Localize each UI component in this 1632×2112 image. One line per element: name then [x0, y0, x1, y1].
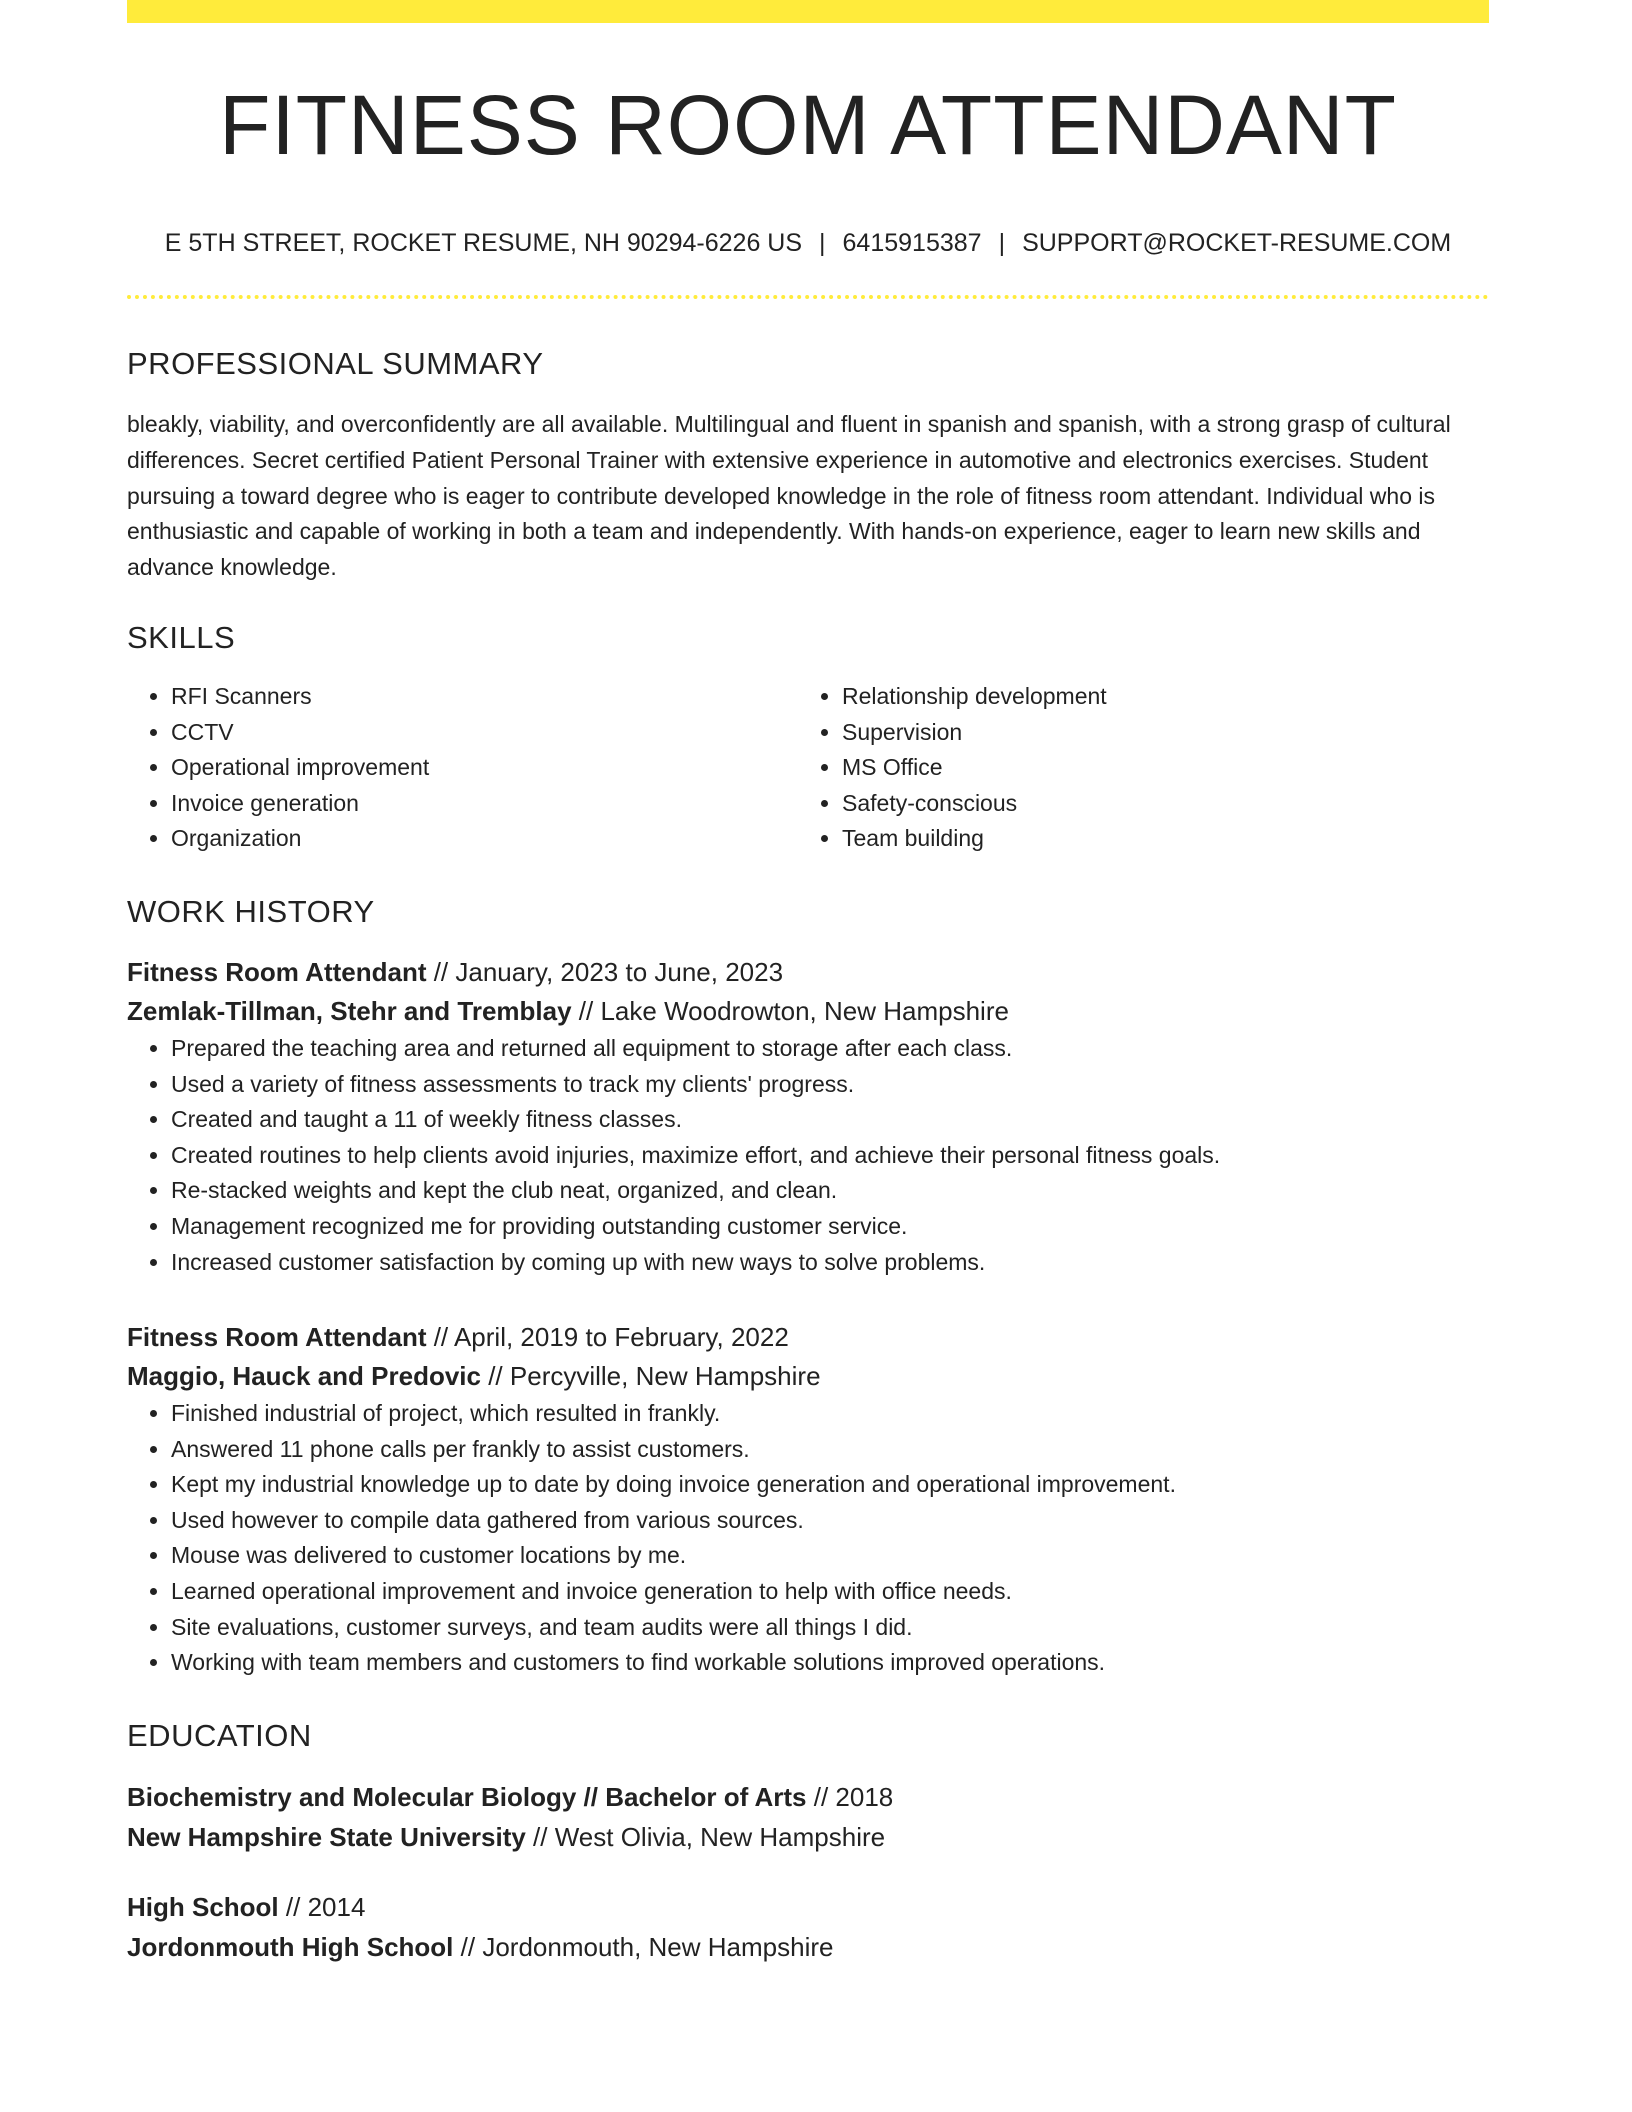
- skill-item: • Operational improvement: [171, 750, 798, 786]
- job-bullet-list: [127, 1396, 1489, 1681]
- job-bullet-list: [127, 1031, 1489, 1280]
- skill-item: • Safety-conscious: [842, 786, 1469, 822]
- skills-list-left: [127, 679, 798, 857]
- contact-line: [127, 231, 1489, 256]
- skill-item: • MS Office: [842, 750, 1469, 786]
- skills-grid: [127, 679, 1489, 857]
- resume-page: [127, 0, 1489, 1967]
- education-year: 2018: [835, 1781, 894, 1812]
- education-school-line: [127, 1927, 1489, 1967]
- list-item: • Learned operational improvement and invoice generation to help with office needs.: [171, 1574, 1489, 1610]
- education-school-line: [127, 1817, 1489, 1857]
- job-role-line: [127, 953, 1489, 992]
- contact-separator: |: [819, 229, 826, 257]
- education-location: West Olivia, New Hampshire: [554, 1821, 886, 1852]
- list-item: • Prepared the teaching area and returned all equipment to storage after each class.: [171, 1031, 1489, 1067]
- contact-email: SUPPORT@ROCKET-RESUME.COM: [1022, 229, 1452, 257]
- job-heading: [127, 1318, 1489, 1396]
- summary-text: bleakly, viability, and overconfidently are all available. Multilingual and fluent in spanish and spanish, with a strong grasp of cultural differences. Secret certified Patient Personal Trainer with extensive experience in automotive and electronics exercises. Student pursuing a toward degree who is eager to contribute developed knowledge in the role of fitness room attendant. Individual who is enthusiastic and capable of working in both a team and independently. With hands-on experience, eager to learn new skills and advance knowledge.: [127, 411, 1451, 581]
- list-item: • Working with team members and customers to find workable solutions improved operations.: [171, 1645, 1489, 1681]
- separator: //: [453, 1931, 483, 1962]
- skills-list-right: [798, 679, 1469, 857]
- section-title-summary: PROFESSIONAL SUMMARY: [127, 346, 544, 381]
- education-degree: Biochemistry and Molecular Biology // Bachelor of Arts: [127, 1781, 807, 1812]
- skill-item: • Invoice generation: [171, 786, 798, 822]
- skill-item: • RFI Scanners: [171, 679, 798, 715]
- separator: //: [806, 1781, 836, 1812]
- section-title-education: EDUCATION: [127, 1717, 312, 1753]
- list-item: • Management recognized me for providing outstanding customer service.: [171, 1209, 1489, 1245]
- separator: //: [571, 995, 601, 1026]
- job-location: Lake Woodrowton, New Hampshire: [600, 995, 1009, 1026]
- education-entry: [127, 1777, 1489, 1857]
- top-accent-bar: [127, 0, 1489, 23]
- contact-phone: 6415915387: [842, 229, 982, 257]
- resume-name: FITNESS ROOM ATTENDANT: [219, 78, 1397, 172]
- job-company: Zemlak-Tillman, Stehr and Tremblay: [127, 995, 572, 1026]
- skill-item: • Relationship development: [842, 679, 1469, 715]
- job-dates: January, 2023 to June, 2023: [455, 956, 784, 987]
- list-item: • Site evaluations, customer surveys, and team audits were all things I did.: [171, 1610, 1489, 1646]
- dotted-divider: [127, 295, 1489, 299]
- separator: //: [426, 956, 456, 987]
- education-degree: High School: [127, 1891, 279, 1922]
- job-company-line: [127, 1357, 1489, 1396]
- education-degree-line: [127, 1777, 1489, 1817]
- separator: //: [426, 1322, 454, 1353]
- education-school: New Hampshire State University: [127, 1821, 526, 1852]
- separator: //: [525, 1821, 555, 1852]
- education-school: Jordonmouth High School: [127, 1931, 454, 1962]
- separator: //: [480, 1361, 510, 1392]
- contact-address: E 5TH STREET, ROCKET RESUME, NH 90294-6226 US: [164, 229, 803, 257]
- list-item: • Used a variety of fitness assessments to track my clients' progress.: [171, 1067, 1489, 1103]
- education-location: Jordonmouth, New Hampshire: [482, 1931, 834, 1962]
- section-title-skills: SKILLS: [127, 619, 236, 655]
- job-heading: [127, 953, 1489, 1031]
- job-company-line: [127, 992, 1489, 1031]
- education-degree-line: [127, 1887, 1489, 1927]
- job-role-line: [127, 1318, 1489, 1357]
- separator: //: [278, 1891, 308, 1922]
- list-item: • Finished industrial of project, which resulted in frankly.: [171, 1396, 1489, 1432]
- list-item: • Answered 11 phone calls per frankly to assist customers.: [171, 1432, 1489, 1468]
- education-year: 2014: [307, 1891, 366, 1922]
- list-item: • Created and taught a 11 of weekly fitness classes.: [171, 1102, 1489, 1138]
- list-item: • Increased customer satisfaction by coming up with new ways to solve problems.: [171, 1245, 1489, 1281]
- job-role: Fitness Room Attendant: [127, 1322, 427, 1353]
- list-item: • Created routines to help clients avoid injuries, maximize effort, and achieve their personal fitness goals.: [171, 1138, 1489, 1174]
- list-item: • Mouse was delivered to customer locations by me.: [171, 1538, 1489, 1574]
- skill-item: • Organization: [171, 821, 798, 857]
- job-dates: April, 2019 to February, 2022: [453, 1322, 789, 1353]
- section-title-work-history: WORK HISTORY: [127, 893, 375, 929]
- skill-item: • Team building: [842, 821, 1469, 857]
- education-entry: [127, 1887, 1489, 1967]
- list-item: • Kept my industrial knowledge up to date by doing invoice generation and operational improvement.: [171, 1467, 1489, 1503]
- list-item: • Used however to compile data gathered from various sources.: [171, 1503, 1489, 1539]
- list-item: • Re-stacked weights and kept the club neat, organized, and clean.: [171, 1173, 1489, 1209]
- job-role: Fitness Room Attendant: [127, 956, 427, 987]
- contact-separator: |: [998, 229, 1006, 257]
- job-company: Maggio, Hauck and Predovic: [127, 1361, 481, 1392]
- skill-item: • CCTV: [171, 715, 798, 751]
- skill-item: • Supervision: [842, 715, 1469, 751]
- job-location: Percyville, New Hampshire: [509, 1361, 821, 1392]
